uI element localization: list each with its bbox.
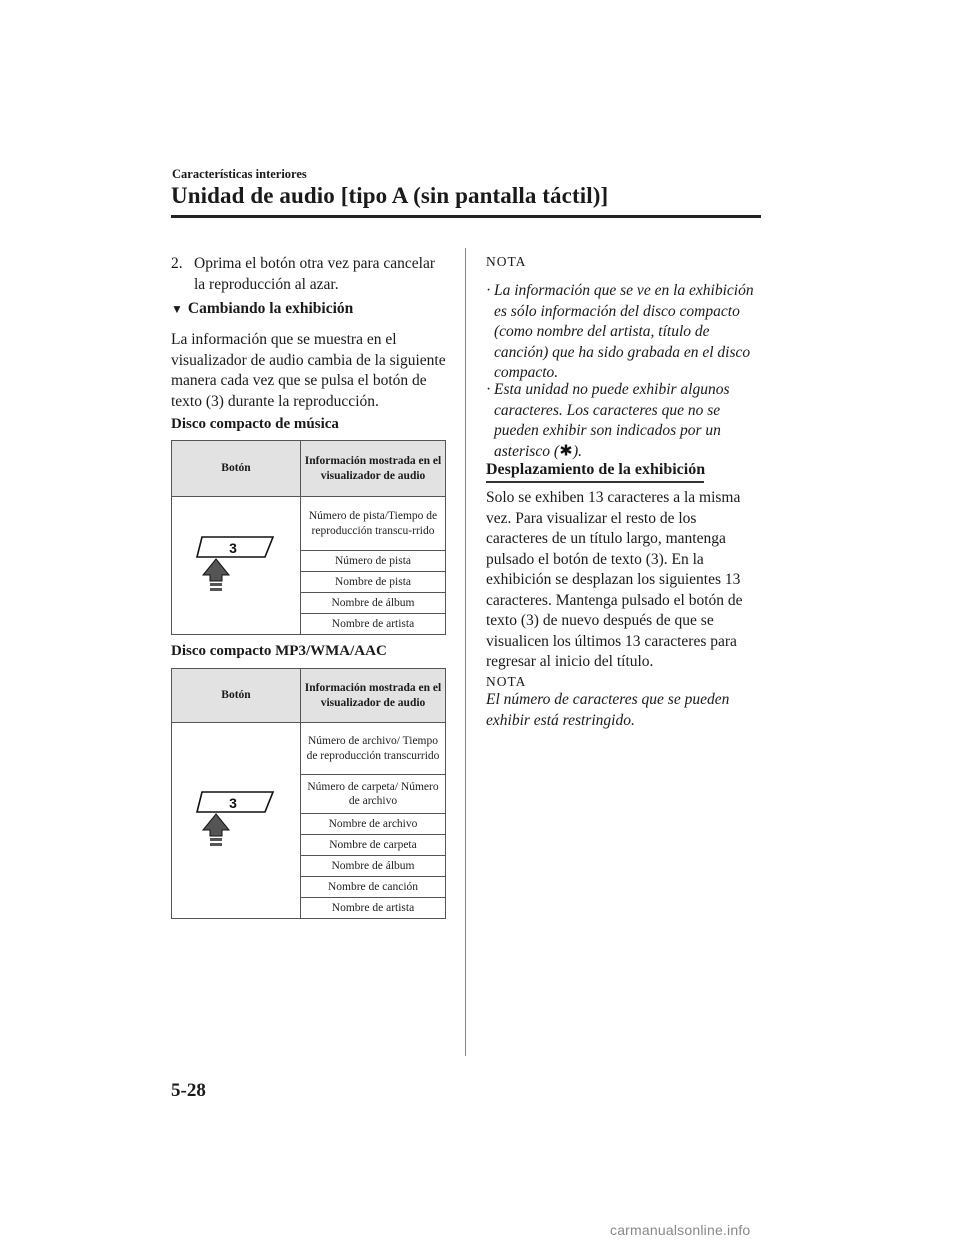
table2-title: Disco compacto MP3/WMA/AAC xyxy=(171,643,387,659)
asterisk-icon xyxy=(560,444,572,456)
header-button: Botón xyxy=(172,669,301,723)
table-row: Número de pista xyxy=(301,551,446,572)
table-row: Número de archivo/ Tiempo de reproducción transcurrido xyxy=(301,723,446,775)
bullet-dot-icon: · xyxy=(486,381,492,398)
table-row: Número de pista/Tiempo de reproducción transcu-rrido xyxy=(301,497,446,551)
page-title: Unidad de audio [tipo A (sin pantalla táctil)] xyxy=(171,183,609,208)
note-bullet-text: La información que se ve en la exhibición es sólo información del disco compacto (como nombre del artista, título de canción) que ha sido grabada en el disco compacto. xyxy=(494,282,754,381)
header-info: Información mostrada en el visualizador de audio xyxy=(301,441,446,497)
footer-watermark: carmanualsonline.info xyxy=(610,1222,751,1238)
button-cell xyxy=(172,723,301,919)
section-label: Características interiores xyxy=(172,167,307,181)
note-bullet-text-post: ). xyxy=(573,442,583,460)
table1-title: Disco compacto de música xyxy=(171,416,339,432)
note-label: NOTA xyxy=(486,674,527,689)
table-row: Nombre de carpeta xyxy=(301,835,446,856)
intro-paragraph: La información que se muestra en el visualizador de audio cambia de la siguiente manera cada vez que se pulsa el botón de texto (3) durante la reproducción. xyxy=(171,331,446,410)
header-info: Información mostrada en el visualizador de audio xyxy=(301,669,446,723)
heading-underline xyxy=(486,481,704,483)
triangle-down-icon: ▼ xyxy=(171,302,183,316)
section-heading: Desplazamiento de la exhibición xyxy=(486,461,706,478)
text-button-3-icon xyxy=(195,786,277,856)
button-label: 3 xyxy=(229,794,237,811)
table-row: Nombre de canción xyxy=(301,877,446,898)
table-row: Nombre de artista xyxy=(301,898,446,919)
table-row: Número de carpeta/ Número de archivo xyxy=(301,775,446,814)
header-button: Botón xyxy=(172,441,301,497)
table-music-cd xyxy=(171,440,446,635)
button-cell xyxy=(172,497,301,635)
table-row: Nombre de álbum xyxy=(301,593,446,614)
column-divider xyxy=(465,248,466,1056)
note-label: NOTA xyxy=(486,254,527,269)
note-text: El número de caracteres que se pueden exhibir está restringido. xyxy=(486,691,730,729)
title-rule xyxy=(171,215,761,218)
table-mp3-cd xyxy=(171,668,446,919)
table-row: Nombre de artista xyxy=(301,614,446,635)
note-bullet-text-pre: Esta unidad no puede exhibir algunos caracteres. Los caracteres que no se pueden exhibir son indicados por un asterisco ( xyxy=(494,381,730,460)
table-row: Nombre de pista xyxy=(301,572,446,593)
subheading-text: Cambiando la exhibición xyxy=(187,300,354,317)
table-row: Nombre de archivo xyxy=(301,814,446,835)
button-label: 3 xyxy=(229,539,237,556)
subheading xyxy=(171,300,446,318)
table-row: Nombre de álbum xyxy=(301,856,446,877)
scroll-paragraph: Solo se exhiben 13 caracteres a la misma vez. Para visualizar el resto de los caracteres de un título largo, mantenga pulsado el botón de texto (3). En la exhibición se desplazan los siguientes 13 caracteres. Mantenga pulsado el botón de texto (3) de nuevo después de que se visualicen los últimos 13 caracteres para regresar al inicio del título. xyxy=(486,489,743,670)
step-text: Oprima el botón otra vez para cancelar la reproducción al azar. xyxy=(194,255,435,293)
note-bullet-text xyxy=(494,380,764,462)
text-button-3-icon xyxy=(195,531,277,601)
step-number: 2. xyxy=(171,255,183,272)
bullet-dot-icon: · xyxy=(486,282,492,299)
page-number: 5-28 xyxy=(171,1080,206,1101)
